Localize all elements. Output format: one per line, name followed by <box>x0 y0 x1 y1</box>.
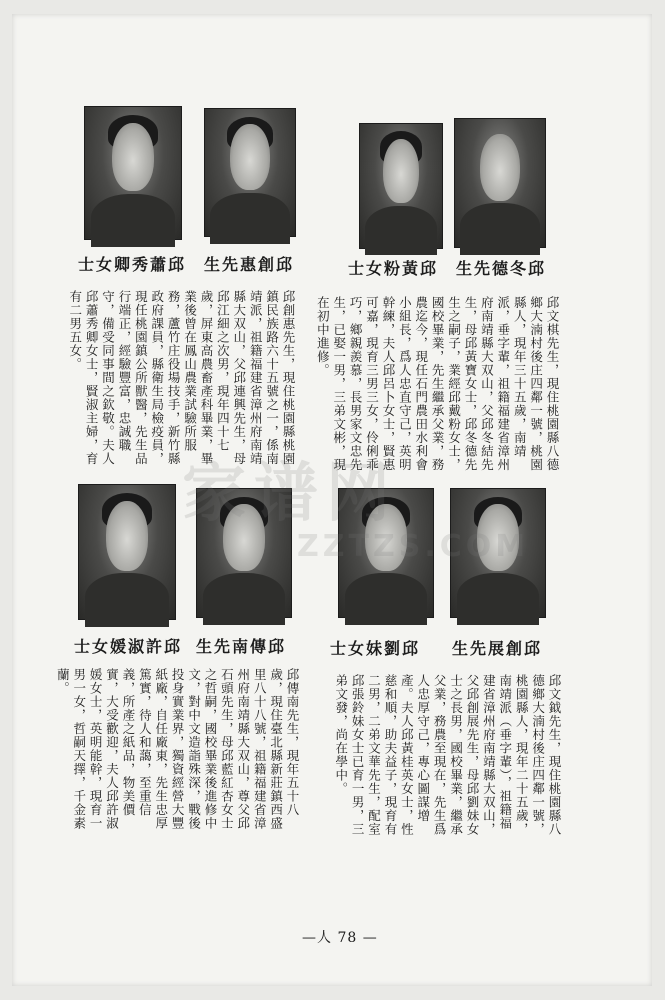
caption-liu-mei: 邱劉妹女士 <box>330 639 421 658</box>
bio-qiu-chuannan: 邱傳南先生，現年五十八歲，現住臺北縣新莊鎮西盛里八十八號，祖籍福建省漳州府南靖縣大双山，尊父邱石頭先生，母邱藍紅杏女士之哲嗣，國校畢業後進修中文，對中文造詣殊深，戰後投身實業界，獨資經營大豐紙廠，自任廠東，先生忠厚篤實，待人和藹，至重信義，所產之紙品，物美價實，大受歡迎，夫人邱許淑媛女士，英明能幹，現育一男一女，哲嗣天擇，千金素蘭。 <box>55 668 300 830</box>
caption-xu-shuyuan: 邱許淑媛女士 <box>74 637 183 656</box>
face-shape <box>112 123 154 192</box>
body-shape <box>210 193 289 244</box>
watermark-url: ZZTZS.COM <box>297 529 530 564</box>
body-shape <box>203 573 286 624</box>
body-shape <box>457 573 540 624</box>
caption-xiao-xiuqing: 邱蕭秀卿女士 <box>78 255 187 274</box>
body-shape <box>85 573 169 627</box>
body-shape <box>460 203 539 254</box>
caption-huang-fen: 邱黃粉女士 <box>348 259 439 278</box>
bio-qiu-chuanghui: 邱創惠先生，現住桃園縣桃園鎮民族路六十五號之一，係南靖派，祖籍福建省漳州府南靖縣大双山，父邱連興先生，母邱江細之次男，現年四十七歲，屏東高農畜產科畢業，畢業後曾在鳳山農業試驗所服務，蘆竹庄役場技手，新竹縣政府課員，縣衛生局檢疫員，現任桃園鎮公所獸醫，先生品行端正，經驗豐富，忠誠職守，備受同事間之欽敬。夫人邱蕭秀卿女士，賢淑主婦，育有二男五女。 <box>67 290 296 466</box>
caption-qiu-chuangzhan: 邱創展先生 <box>452 639 543 658</box>
face-shape <box>480 134 520 201</box>
portrait-huang-fen <box>359 123 443 249</box>
caption-qiu-chuannan: 邱傳南先生 <box>196 637 287 656</box>
portrait-xu-shuyuan <box>78 484 176 620</box>
portrait-xiao-xiuqing <box>84 106 182 240</box>
portrait-qiu-chuanghui <box>204 108 296 237</box>
caption-qiu-dongde: 邱冬德先生 <box>456 259 547 278</box>
face-shape <box>230 124 270 190</box>
bio-qiu-wenyue: 邱文鉞先生，現住桃園縣八德鄉大湳村後庄四鄰一號，桃園縣人，現年二十五歲，南靖派（垂字輩），祖籍福建省漳州府南靖縣大双山，父邱創展先生，母邱劉妹女士之長男，國校畢業，繼承父業，務農至現在，先生爲人忠厚守己，專心圖謀增產。夫人邱黃桂英女士，性慈和順，助夫益子，現育有二男，二弟文華先生，配室邱張鈴妹女士已育一男，三弟文發，尚在學中。 <box>333 674 562 836</box>
bio-qiu-wenqi: 邱文棋先生，現住桃園縣八德鄉大湳村後庄四鄰一號，桃園縣人，現年三十五歲，南靖派，垂字輩，祖籍福建省漳州府南靖縣大双山，父邱冬結先生，母邱黃寶女士，邱冬德先生之嗣子，業經邱戴粉女士，國校畢業，先生繼承父業，務農迄今，現任石門農田水利會小組長，爲人忠直守己，英明幹練，夫人邱呂卜女士，賢惠可嘉，現育三男三女，伶俐乖巧，鄉親羨慕，長男家文忠先生，已娶一男，三弟文彬，現在初中進修。 <box>315 296 560 472</box>
page-number: —人 78 — <box>302 930 378 946</box>
body-shape <box>365 206 437 256</box>
watermark-text: 家谱网 <box>182 457 398 531</box>
caption-qiu-chuanghui: 邱創惠先生 <box>204 255 295 274</box>
body-shape <box>91 194 175 247</box>
portrait-qiu-dongde <box>454 118 546 248</box>
body-shape <box>345 573 428 624</box>
face-shape <box>383 139 419 203</box>
genealogy-page <box>12 14 652 986</box>
face-shape <box>106 501 148 571</box>
